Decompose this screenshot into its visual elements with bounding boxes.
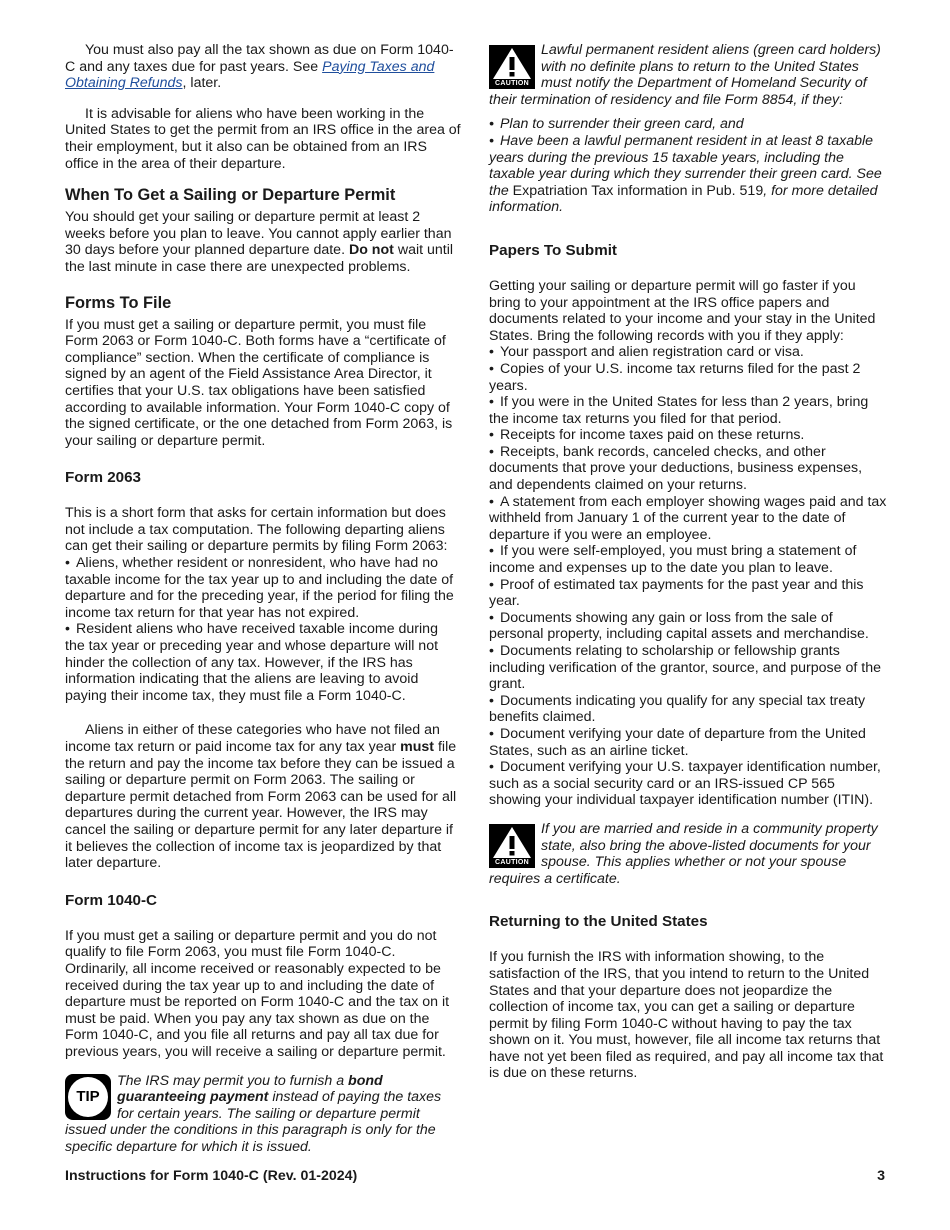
heading-forms-to-file: Forms To File xyxy=(65,293,172,312)
list-item: • Documents showing any gain or loss from the sale of personal property, including capital assets and merchandise. xyxy=(489,610,887,643)
text: file the return and pay the income tax before they can be issued a sailing or departure permit on Form 2063. The sailing or departure permit detached from Form 2063 can be used for all departures during the current year. However, the IRS may cancel the sailing or departure permit for any later departure if it believes the collection of income tax is jeopardized by that later departure. xyxy=(65,739,457,872)
text: You must also pay all the tax shown as due on Form 1040-C and any taxes due for past years. See xyxy=(65,42,454,75)
list-item: • If you were self-employed, you must bring a statement of income and expenses up to the date you plan to leave. xyxy=(489,543,887,576)
list-item: • Copies of your U.S. income tax returns filed for the past 2 years. xyxy=(489,361,887,394)
heading-when-to-get: When To Get a Sailing or Departure Permit xyxy=(65,186,396,205)
paragraph-forms: If you must get a sailing or departure permit, you must file Form 2063 or Form 1040-C. Both forms have a “certificate of compliance” section. When the certificate of compliance is signed by an agent of the Field Assistance Area Director, it certifies that your U.S. tax obligations have been satisfied according to available information. Your Form 1040-C copy of the signed certificate, or the one detached from Form 2063, is your sailing or departure permit. xyxy=(65,316,453,449)
paragraph-returning: If you furnish the IRS with information showing, to the satisfaction of the IRS, that you intend to return to the United States and that your departure does not jeopardize the collection of income tax, you can get a sailing or departure permit by filing Form 1040-C without having to pay the tax shown on it. You must, however, file all income tax returns that have not yet been filed as required, and pay all income tax that is due on these returns. xyxy=(489,949,884,1082)
roman-text: Expatriation Tax information in Pub. 519 xyxy=(512,182,764,199)
list-item: • Your passport and alien registration card or visa. xyxy=(489,344,887,361)
caution-icon xyxy=(489,824,535,868)
paying-taxes-link[interactable]: Paying Taxes and Obtaining Refunds xyxy=(65,58,435,92)
paragraph-advisable: It is advisable for aliens who have been working in the United States to get the permit from an IRS office in the area of their employment, but it also can be obtained from an IRS office in the area of their departure. xyxy=(65,105,461,172)
list-item: • Receipts for income taxes paid on these returns. xyxy=(489,427,887,444)
list-item: • Documents indicating you qualify for any special tax treaty benefits claimed. xyxy=(489,693,887,726)
bold-text: must xyxy=(400,739,435,755)
bold-text: bond guaranteeing payment xyxy=(117,1072,383,1106)
caution-text: Lawful permanent resident aliens (green card holders) with no definite plans to return to the United States must notify the Department of Homeland Security of their termination of residency and file Form 8854, if they: xyxy=(489,42,881,108)
tip-text xyxy=(65,1073,461,1156)
list-item: • Plan to surrender their green card, and xyxy=(489,116,887,133)
list-item: • Document verifying your date of departure from the United States, such as an airline ticket. xyxy=(489,726,887,759)
papers-list xyxy=(489,344,887,809)
left-column xyxy=(65,42,461,1155)
caution-text: If you are married and reside in a community property state, also bring the above-listed documents for your spouse. This applies whether or not your spouse requires a certificate. xyxy=(489,820,878,887)
text: The IRS may permit you to furnish a xyxy=(117,1072,349,1089)
text: Have been a lawful permanent resident in at least 8 taxable years during the previous 15 taxable years, including the taxable year during which they surrender their green card. See the xyxy=(489,132,882,199)
heading-returning: Returning to the United States xyxy=(489,913,708,931)
tip-icon-label: TIP xyxy=(76,1087,100,1105)
paragraph-form-1040c: If you must get a sailing or departure permit and you do not qualify to file Form 2063, you must file Form 1040-C. Ordinarily, all income received or reasonably expected to be received during the tax year up to and including the date of departure must be reported on Form 1040-C and the tax on it must be paid. When you pay any tax shown as due on the Form 1040-C, and you file all returns and pay all tax due for previous years, you will receive a sailing or departure permit. xyxy=(65,927,450,1060)
text: , later. xyxy=(182,75,222,92)
tip-icon xyxy=(65,1074,111,1120)
list-item: • A statement from each employer showing wages paid and tax withheld from January 1 of the current year to the date of departure if you were an employee. xyxy=(489,494,887,544)
text: , for more detailed information. xyxy=(489,182,878,216)
list-item: • Proof of estimated tax payments for the past year and this year. xyxy=(489,577,887,610)
list-item: • Aliens, whether resident or nonresident, who have had no taxable income for the tax year up to and including the date of departure and for the preceding year, if the period for filing the income tax return for that year has not expired. xyxy=(65,555,461,621)
caution-icon xyxy=(489,45,535,89)
paragraph-pay-tax xyxy=(65,42,461,92)
paragraph-aliens-categories xyxy=(65,722,461,871)
heading-papers-to-submit: Papers To Submit xyxy=(489,241,617,259)
paragraph-form-2063: This is a short form that asks for certain information but does not include a tax computation. The following departing aliens can get their sailing or departure permits by filing Form 2063: xyxy=(65,505,448,555)
paragraph-papers: Getting your sailing or departure permit will go faster if you bring to your appointment at the IRS office papers and documents related to your income and your stay in the United States. Bring the following records with you if they apply: xyxy=(489,277,876,344)
caution-icon-label: CAUTION xyxy=(495,858,529,866)
text: You should get your sailing or departure permit at least 2 weeks before you plan to leave. You cannot apply earlier than 30 days before your planned departure date. xyxy=(65,209,452,259)
text: Aliens in either of these categories who have not filed an income tax return or paid income tax for any tax year xyxy=(65,722,440,755)
page-number: 3 xyxy=(877,1168,885,1184)
list-item xyxy=(489,133,887,216)
caution-note-community-property xyxy=(489,821,887,887)
heading-form-2063: Form 2063 xyxy=(65,469,141,487)
list-item: • Documents relating to scholarship or fellowship grants including verification of the grantor, source, and purpose of the grant. xyxy=(489,643,887,693)
list-item: • If you were in the United States for less than 2 years, bring the income tax returns you filed for that period. xyxy=(489,394,887,427)
heading-form-1040c: Form 1040-C xyxy=(65,891,158,909)
caution-note-green-card xyxy=(489,42,887,216)
footer-title: Instructions for Form 1040-C (Rev. 01-2024) xyxy=(65,1168,358,1184)
list-item: • Receipts, bank records, canceled checks, and other documents that prove your deductions, business expenses, and dependents claimed on your returns. xyxy=(489,444,887,494)
paragraph-when xyxy=(65,209,461,275)
list-item: • Resident aliens who have received taxable income during the tax year or preceding year and whose departure will not hinder the collection of any tax. However, if the IRS has information indicating that the aliens are leaving to avoid paying their income tax, they must file a Form 1040-C. xyxy=(65,621,461,704)
list-item: • Document verifying your U.S. taxpayer identification number, such as a social security card or an IRS-issued CP 565 showing your individual taxpayer identification number (ITIN). xyxy=(489,759,887,809)
bold-text: Do not xyxy=(348,242,394,259)
text: instead of paying the taxes for certain years. The sailing or departure permit issued under the conditions in this paragraph is only for the specific departure for which it is issued. xyxy=(65,1089,442,1155)
right-column xyxy=(489,42,887,1082)
caution-icon-label: CAUTION xyxy=(495,80,529,87)
text: wait until the last minute in case there are unexpected problems. xyxy=(65,242,454,275)
tip-note xyxy=(65,1073,461,1156)
